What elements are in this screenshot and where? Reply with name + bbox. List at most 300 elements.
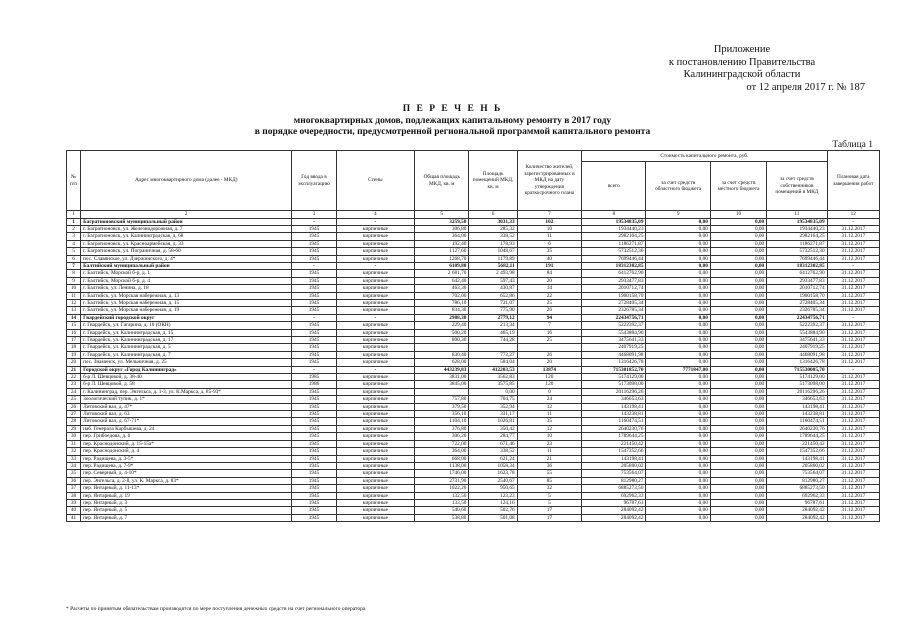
- residents-cell: 36: [517, 462, 581, 469]
- row-number-cell: 16: [67, 329, 81, 336]
- table-row: [67, 248, 880, 255]
- table-row: [67, 351, 880, 358]
- table-caption: Таблица 1: [832, 140, 873, 150]
- walls-cell: кирпичные: [336, 248, 414, 255]
- table-row: [67, 285, 880, 292]
- cost-owners-cell: 5222392,37: [767, 322, 827, 329]
- column-number-cell: 11: [767, 211, 827, 219]
- total-area-cell: 702,00: [415, 292, 469, 299]
- year-cell: 1945: [292, 225, 336, 232]
- cost-owners-cell: 5732512,30: [767, 248, 827, 255]
- total-area-cell: 1127,60: [415, 248, 469, 255]
- residents-cell: 85: [517, 477, 581, 484]
- cost-region-cell: 0,00: [646, 307, 710, 314]
- table-row: [67, 381, 880, 388]
- total-area-cell: 628,00: [415, 359, 469, 366]
- room-area-cell: 652,86: [469, 292, 517, 299]
- cost-region-cell: 0,00: [646, 374, 710, 381]
- residents-cell: 11: [517, 233, 581, 240]
- row-number-cell: 18: [67, 344, 81, 351]
- cost-total-cell: 2407919,25: [582, 344, 646, 351]
- walls-cell: кирпичные: [336, 337, 414, 344]
- year-cell: 1945: [292, 433, 336, 440]
- header-cost-group: Стоимость капитального ремонта, руб.: [582, 151, 828, 162]
- header-address: Адрес многоквартирного дома (далее - МКД): [81, 151, 292, 211]
- total-area-cell: [415, 388, 469, 395]
- total-area-cell: 1104,10: [415, 418, 469, 425]
- residents-cell: 102: [517, 218, 581, 225]
- residents-cell: 11: [517, 448, 581, 455]
- room-area-cell: 285,32: [469, 225, 517, 232]
- cost-owners-cell: 2640230,76: [767, 425, 827, 432]
- room-area-cell: 284,77: [469, 433, 517, 440]
- cost-total-cell: 812980,27: [582, 477, 646, 484]
- walls-cell: кирпичные: [336, 448, 414, 455]
- year-cell: 1945: [292, 322, 336, 329]
- cost-region-cell: 0,00: [646, 292, 710, 299]
- cost-total-cell: 284092,42: [582, 507, 646, 514]
- address-cell: пер. Краснодонский, д. 15-15а*: [81, 440, 292, 447]
- cost-region-cell: 0,00: [646, 411, 710, 418]
- cost-local-cell: 0,00: [710, 440, 766, 447]
- table-row: [67, 299, 880, 306]
- walls-cell: кирпичные: [336, 499, 414, 506]
- cost-total-cell: 284092,42: [582, 514, 646, 521]
- end-date-cell: 31.12.2017: [827, 337, 879, 344]
- room-area-cell: 1623,78: [469, 470, 517, 477]
- room-area-cell: 584,04: [469, 359, 517, 366]
- document-subtitle-1: многоквартирных домов, подлежащих капитальному ремонту в 2017 году: [293, 116, 612, 126]
- cost-region-cell: 0,00: [646, 344, 710, 351]
- room-area-cell: 621,24: [469, 455, 517, 462]
- room-area-cell: 3575,85: [469, 381, 517, 388]
- cost-region-cell: 0,00: [646, 485, 710, 492]
- room-area-cell: 1026,81: [469, 418, 517, 425]
- cost-local-cell: 0,00: [710, 366, 766, 373]
- cost-region-cell: 0,00: [646, 240, 710, 247]
- total-area-cell: 830,40: [415, 351, 469, 358]
- cost-region-cell: 0,00: [646, 492, 710, 499]
- total-area-cell: 376,80: [415, 425, 469, 432]
- cost-region-cell: 0,00: [646, 233, 710, 240]
- row-number-cell: 34: [67, 462, 81, 469]
- cost-local-cell: 0,00: [710, 470, 766, 477]
- table-row: [67, 448, 880, 455]
- table-row: [67, 337, 880, 344]
- walls-cell: кирпичные: [336, 418, 414, 425]
- cost-total-cell: 19534835,09: [582, 218, 646, 225]
- residents-cell: 12: [517, 425, 581, 432]
- year-cell: 1945: [292, 299, 336, 306]
- cost-region-cell: 0,00: [646, 514, 710, 521]
- address-cell: б-р Л. Шевцовой, д. 38-40: [81, 374, 292, 381]
- residents-cell: 16: [517, 329, 581, 336]
- end-date-cell: -: [827, 314, 879, 321]
- cost-region-cell: 0,00: [646, 262, 710, 269]
- cost-owners-cell: 1316426,78: [767, 359, 827, 366]
- cost-local-cell: 0,00: [710, 240, 766, 247]
- table-row: [67, 403, 880, 410]
- total-area-cell: 192,40: [415, 240, 469, 247]
- residents-cell: 25: [517, 337, 581, 344]
- year-cell: 1945: [292, 477, 336, 484]
- table-row: [67, 270, 880, 277]
- walls-cell: кирпичные: [336, 403, 414, 410]
- year-cell: 1945: [292, 470, 336, 477]
- end-date-cell: 31.12.2017: [827, 388, 879, 395]
- cost-total-cell: 5174129,00: [582, 374, 646, 381]
- cost-local-cell: 0,00: [710, 381, 766, 388]
- walls-cell: кирпичные: [336, 344, 414, 351]
- total-area-cell: 364,00: [415, 233, 469, 240]
- walls-cell: кирпичные: [336, 440, 414, 447]
- cost-local-cell: 0,00: [710, 233, 766, 240]
- walls-cell: кирпичные: [336, 433, 414, 440]
- cost-region-cell: 0,00: [646, 470, 710, 477]
- column-number-cell: 3: [292, 211, 336, 219]
- address-cell: пер. Янтарный, д. 19: [81, 492, 292, 499]
- cost-region-cell: 0,00: [646, 225, 710, 232]
- cost-total-cell: 143198,41: [582, 455, 646, 462]
- year-cell: 1945: [292, 240, 336, 247]
- total-area-cell: 306,20: [415, 433, 469, 440]
- table-row: [67, 322, 880, 329]
- cost-owners-cell: 205800,02: [767, 462, 827, 469]
- room-area-cell: 350,42: [469, 425, 517, 432]
- total-area-cell: 722,00: [415, 440, 469, 447]
- total-area-cell: 463,30: [415, 285, 469, 292]
- cost-owners-cell: 2728405,34: [767, 299, 827, 306]
- walls-cell: кирпичные: [336, 411, 414, 418]
- column-number-cell: 12: [827, 211, 879, 219]
- table-row-district: [67, 218, 880, 225]
- cost-total-cell: 221450,42: [582, 440, 646, 447]
- cost-owners-cell: 5543884,90: [767, 329, 827, 336]
- walls-cell: кирпичные: [336, 396, 414, 403]
- residents-cell: 191: [517, 262, 581, 269]
- document-subtitle-2: в порядке очередности, предусмотренной региональной программой капитального ремонта: [254, 127, 651, 137]
- cost-region-cell: 0,00: [646, 425, 710, 432]
- address-cell: Гвардейский городской округ: [81, 314, 292, 321]
- walls-cell: кирпичные: [336, 455, 414, 462]
- walls-cell: кирпичные: [336, 292, 414, 299]
- cost-owners-cell: 1900158,70: [767, 292, 827, 299]
- cost-local-cell: 0,00: [710, 485, 766, 492]
- cost-total-cell: 2010712,74: [582, 285, 646, 292]
- address-cell: Литовский вал, д. 47*: [81, 403, 292, 410]
- cost-local-cell: 0,00: [710, 388, 766, 395]
- end-date-cell: 31.12.2017: [827, 225, 879, 232]
- column-number-cell: 8: [582, 211, 646, 219]
- room-area-cell: 3031,33: [469, 218, 517, 225]
- cost-owners-cell: 18312302,85: [767, 262, 827, 269]
- year-cell: 1945: [292, 440, 336, 447]
- column-number-cell: 6: [469, 211, 517, 219]
- cost-owners-cell: 143198,41: [767, 403, 827, 410]
- room-area-cell: 338,52: [469, 233, 517, 240]
- row-number-cell: 28: [67, 418, 81, 425]
- header-cost-owners: за счет средств собственников помещений в МКД: [767, 162, 827, 211]
- end-date-cell: 31.12.2017: [827, 240, 879, 247]
- walls-cell: кирпичные: [336, 270, 414, 277]
- cost-local-cell: 0,00: [710, 322, 766, 329]
- cost-owners-cell: 5173098,00: [767, 381, 827, 388]
- cost-local-cell: 0,00: [710, 218, 766, 225]
- cost-total-cell: 2982164,25: [582, 233, 646, 240]
- table-row: [67, 470, 880, 477]
- cost-local-cell: 0,00: [710, 477, 766, 484]
- residents-cell: 13874: [517, 366, 581, 373]
- table-row: [67, 499, 880, 506]
- room-area-cell: 178,93: [469, 240, 517, 247]
- walls-cell: кирпичные: [336, 225, 414, 232]
- cost-owners-cell: 1160474,51: [767, 418, 827, 425]
- column-number-cell: 5: [415, 211, 469, 219]
- end-date-cell: 31.12.2017: [827, 351, 879, 358]
- table-row-district: [67, 262, 880, 269]
- cost-total-cell: 3475641,33: [582, 337, 646, 344]
- year-cell: 1945: [292, 462, 336, 469]
- row-number-cell: 35: [67, 470, 81, 477]
- address-cell: г. Багратионовск, ул. Красноармейская, д. 33: [81, 240, 292, 247]
- address-cell: б-р Л. Шевцовой, д. 58: [81, 381, 292, 388]
- end-date-cell: 31.12.2017: [827, 292, 879, 299]
- address-cell: пер. Грибоедова, д. 6: [81, 433, 292, 440]
- cost-region-cell: 0,00: [646, 248, 710, 255]
- room-area-cell: 1058,34: [469, 462, 517, 469]
- address-cell: наб. Генерала Карбышева, д. 24: [81, 425, 292, 432]
- end-date-cell: 31.12.2017: [827, 255, 879, 262]
- cost-total-cell: 205800,02: [582, 462, 646, 469]
- year-cell: 1945: [292, 403, 336, 410]
- houses-table: [66, 150, 880, 522]
- room-area-cell: 338,52: [469, 448, 517, 455]
- residents-cell: 94: [517, 314, 581, 321]
- row-number-cell: 10: [67, 285, 81, 292]
- address-cell: г. Гвардейск, ул. Калининградская, д. 15: [81, 329, 292, 336]
- total-area-cell: 1022,20: [415, 485, 469, 492]
- address-cell: пер. Янтарный, д. 11-13*: [81, 485, 292, 492]
- room-area-cell: 1179,89: [469, 255, 517, 262]
- address-cell: Литовский вал, д. 63: [81, 411, 292, 418]
- cost-owners-cell: 7699446,44: [767, 255, 827, 262]
- table-row: [67, 225, 880, 232]
- year-cell: 1945: [292, 329, 336, 336]
- year-cell: 1945: [292, 492, 336, 499]
- row-number-cell: 40: [67, 507, 81, 514]
- room-area-cell: 1048,67: [469, 248, 517, 255]
- row-number-cell: 23: [67, 381, 81, 388]
- cost-local-cell: 0,00: [710, 314, 766, 321]
- cost-local-cell: 0,00: [710, 285, 766, 292]
- cost-local-cell: 0,00: [710, 448, 766, 455]
- cost-owners-cell: 143238,81: [767, 411, 827, 418]
- row-number-cell: 39: [67, 499, 81, 506]
- cost-local-cell: 0,00: [710, 344, 766, 351]
- total-area-cell: 834,30: [415, 307, 469, 314]
- header-cost-total: всего: [582, 162, 646, 211]
- row-number-cell: 2: [67, 225, 81, 232]
- address-cell: г. Гвардейск, ул. Калининградская, д. 5: [81, 344, 292, 351]
- walls-cell: кирпичные: [336, 462, 414, 469]
- room-area-cell: 597,43: [469, 277, 517, 284]
- end-date-cell: -: [827, 366, 879, 373]
- residents-cell: 5: [517, 492, 581, 499]
- cost-region-cell: 0,00: [646, 218, 710, 225]
- walls-cell: кирпичные: [336, 374, 414, 381]
- cost-local-cell: 0,00: [710, 403, 766, 410]
- address-cell: г. Калининград, пер. Энгельса, д. 1-3, ул. К.Маркса, д. 85-93*: [81, 388, 292, 395]
- residents-cell: 22: [517, 292, 581, 299]
- room-area-cell: 352,94: [469, 403, 517, 410]
- residents-cell: 10: [517, 225, 581, 232]
- address-cell: г. Балтийск, ул. Ленина, д. 18: [81, 285, 292, 292]
- cost-region-cell: 0,00: [646, 337, 710, 344]
- total-area-cell: [415, 344, 469, 351]
- cost-local-cell: 0,00: [710, 433, 766, 440]
- row-number-cell: 32: [67, 448, 81, 455]
- cost-total-cell: 22434756,71: [582, 314, 646, 321]
- total-area-cell: 668,00: [415, 455, 469, 462]
- cost-total-cell: 18312302,85: [582, 262, 646, 269]
- header-year: Год ввода в эксплуатацию: [292, 151, 336, 211]
- table-row: [67, 396, 880, 403]
- room-area-cell: 671,46: [469, 440, 517, 447]
- year-cell: 1945: [292, 255, 336, 262]
- residents-cell: 14: [517, 285, 581, 292]
- end-date-cell: 31.12.2017: [827, 411, 879, 418]
- header-end-date: Плановая дата завершения работ: [827, 151, 879, 211]
- table-row: [67, 507, 880, 514]
- year-cell: 1945: [292, 499, 336, 506]
- cost-owners-cell: 6412762,90: [767, 270, 827, 277]
- table-row: [67, 359, 880, 366]
- table-row-district: [67, 314, 880, 321]
- cost-local-cell: 0,00: [710, 262, 766, 269]
- year-cell: 1945: [292, 337, 336, 344]
- end-date-cell: 31.12.2017: [827, 322, 879, 329]
- room-area-cell: 331,17: [469, 411, 517, 418]
- cost-owners-cell: 1186271,87: [767, 240, 827, 247]
- total-area-cell: 306,80: [415, 225, 469, 232]
- end-date-cell: 31.12.2017: [827, 455, 879, 462]
- cost-region-cell: 0,00: [646, 322, 710, 329]
- residents-cell: 35: [517, 418, 581, 425]
- end-date-cell: 31.12.2017: [827, 499, 879, 506]
- row-number-cell: 26: [67, 403, 81, 410]
- column-number-cell: 9: [646, 211, 710, 219]
- cost-total-cell: 2933477,83: [582, 277, 646, 284]
- row-number-cell: 21: [67, 366, 81, 373]
- appendix-block: [617, 44, 867, 94]
- appendix-line2: к постановлению Правительства: [668, 56, 816, 68]
- end-date-cell: 31.12.2017: [827, 344, 879, 351]
- room-area-cell: 501,08: [469, 514, 517, 521]
- row-number-cell: 41: [67, 514, 81, 521]
- cost-local-cell: 0,00: [710, 455, 766, 462]
- address-cell: г. Багратионовск, ул. Калининградская, д. 68: [81, 233, 292, 240]
- year-cell: 1945: [292, 396, 336, 403]
- table-row-district: [67, 366, 880, 373]
- row-number-cell: 1: [67, 218, 81, 225]
- room-area-cell: 3562,83: [469, 374, 517, 381]
- cost-owners-cell: 19534835,09: [767, 218, 827, 225]
- residents-cell: 120: [517, 381, 581, 388]
- cost-local-cell: 0,00: [710, 514, 766, 521]
- year-cell: -: [292, 218, 336, 225]
- year-cell: -: [292, 314, 336, 321]
- row-number-cell: 7: [67, 262, 81, 269]
- cost-local-cell: 0,00: [710, 299, 766, 306]
- total-area-cell: 2988,30: [415, 314, 469, 321]
- walls-cell: кирпичные: [336, 307, 414, 314]
- end-date-cell: 31.12.2017: [827, 374, 879, 381]
- address-cell: пер. Янтарный, д. 7: [81, 514, 292, 521]
- end-date-cell: 31.12.2017: [827, 233, 879, 240]
- column-number-cell: 2: [81, 211, 292, 219]
- residents-cell: 5: [517, 499, 581, 506]
- cost-owners-cell: 20116296,26: [767, 388, 827, 395]
- cost-total-cell: 1900158,70: [582, 292, 646, 299]
- cost-local-cell: 0,00: [710, 292, 766, 299]
- residents-cell: 25: [517, 299, 581, 306]
- residents-cell: 32: [517, 485, 581, 492]
- room-area-cell: 123,23: [469, 492, 517, 499]
- end-date-cell: -: [827, 218, 879, 225]
- table-row: [67, 477, 880, 484]
- total-area-cell: 443239,83: [415, 366, 469, 373]
- row-number-cell: 19: [67, 351, 81, 358]
- walls-cell: кирпичные: [336, 514, 414, 521]
- cost-region-cell: 0,00: [646, 299, 710, 306]
- address-cell: пер. Северный, д. 4-10*: [81, 470, 292, 477]
- footnote: * Расчеты по принятым обязательствам производятся по мере поступления денежных средств на счет регионального оператора: [66, 606, 366, 612]
- cost-total-cell: 143238,81: [582, 411, 646, 418]
- address-cell: Литовский вал, д. 67-71*: [81, 418, 292, 425]
- cost-total-cell: 715301852,70: [582, 366, 646, 373]
- room-area-cell: [469, 344, 517, 351]
- year-cell: 1945: [292, 448, 336, 455]
- year-cell: 1945: [292, 411, 336, 418]
- cost-local-cell: 0,00: [710, 307, 766, 314]
- residents-cell: 20: [517, 277, 581, 284]
- address-cell: Городской округ «Город Калининград»: [81, 366, 292, 373]
- residents-cell: 17: [517, 507, 581, 514]
- total-area-cell: 3259,50: [415, 218, 469, 225]
- cost-region-cell: 0,00: [646, 381, 710, 388]
- end-date-cell: 31.12.2017: [827, 507, 879, 514]
- cost-owners-cell: 6885273,50: [767, 485, 827, 492]
- header-cost-local: за счет средств местного бюджета: [710, 162, 766, 211]
- row-number-cell: 20: [67, 359, 81, 366]
- residents-cell: 10: [517, 433, 581, 440]
- room-area-cell: 213,34: [469, 322, 517, 329]
- column-number-cell: 4: [336, 211, 414, 219]
- residents-cell: 12: [517, 403, 581, 410]
- residents-cell: [517, 344, 581, 351]
- cost-total-cell: 5222392,37: [582, 322, 646, 329]
- year-cell: 1945: [292, 307, 336, 314]
- total-area-cell: 642,40: [415, 277, 469, 284]
- cost-region-cell: 0,00: [646, 329, 710, 336]
- walls-cell: кирпичные: [336, 388, 414, 395]
- cost-owners-cell: 753564,07: [767, 470, 827, 477]
- header-room-area: Площадь помещений МКД, кв. м: [469, 151, 517, 211]
- cost-region-cell: 0,00: [646, 507, 710, 514]
- cost-total-cell: 1186271,87: [582, 240, 646, 247]
- cost-owners-cell: 284092,42: [767, 507, 827, 514]
- year-cell: 1945: [292, 248, 336, 255]
